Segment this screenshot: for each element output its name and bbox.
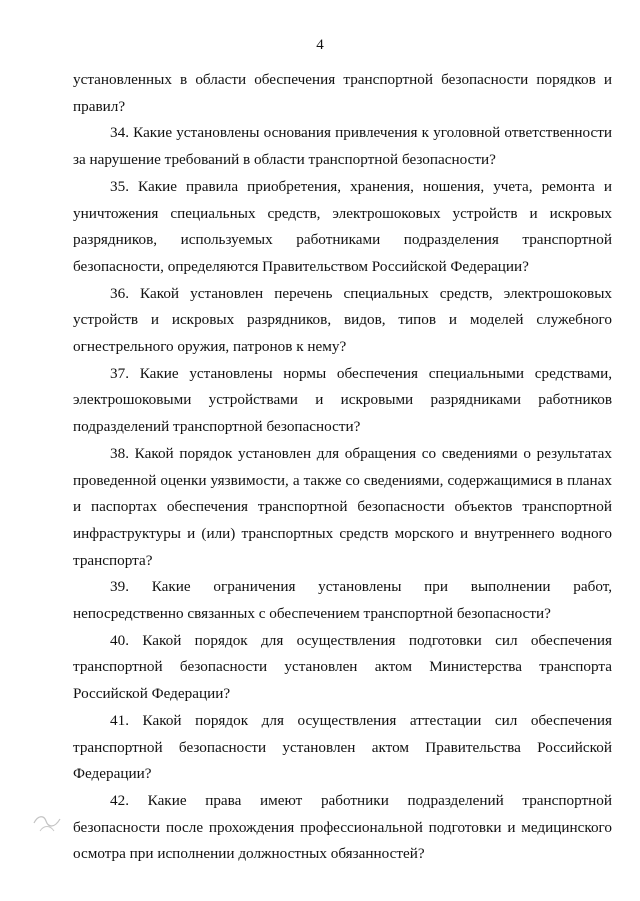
paragraph-question-34: 34. Какие установлены основания привлечения к уголовной ответственности за нарушение требований в области транспортной безопасности? xyxy=(73,124,612,169)
paragraph-question-41: 41. Какой порядок для осуществления аттестации сил обеспечения транспортной безопасности установлен актом Правительства Российской Федерации? xyxy=(73,711,612,783)
paragraph-question-35: 35. Какие правила приобретения, хранения, ношения, учета, ремонта и уничтожения специальных средств, электрошоковых устройств и искровых разрядников, используемых работниками подразделения транспортной безопасности, определяются Правительством Российской Федерации? xyxy=(73,177,612,275)
paragraph-question-42: 42. Какие права имеют работники подразделений транспортной безопасности после прохождения профессиональной подготовки и медицинского осмотра при исполнении должностных обязанностей? xyxy=(73,791,612,863)
paragraph-continuation: установленных в области обеспечения транспортной безопасности порядков и правил? xyxy=(73,71,612,115)
paragraph-question-39: 39. Какие ограничения установлены при выполнении работ, непосредственно связанных с обеспечением транспортной безопасности? xyxy=(73,578,612,623)
paragraph-question-38: 38. Какой порядок установлен для обращения со сведениями о результатах проведенной оценки уязвимости, а также со сведениями, содержащимися в планах и паспортах обеспечения транспортной безопасности объектов транспортной инфраструктуры и (или) транспортных средств морского и внутреннего водного транспорта? xyxy=(73,444,612,569)
document-body xyxy=(73,67,612,868)
scan-artifact-mark xyxy=(30,811,66,835)
page-number: 4 xyxy=(316,37,324,53)
paragraph-question-40: 40. Какой порядок для осуществления подготовки сил обеспечения транспортной безопасности установлен актом Министерства транспорта Российской Федерации? xyxy=(73,631,612,703)
paragraph-question-37: 37. Какие установлены нормы обеспечения специальными средствами, электрошоковыми устройствами и искровыми разрядниками работников подразделений транспортной безопасности? xyxy=(73,364,612,436)
paragraph-question-36: 36. Какой установлен перечень специальных средств, электрошоковых устройств и искровых разрядников, видов, типов и моделей служебного огнестрельного оружия, патронов к нему? xyxy=(73,284,612,356)
